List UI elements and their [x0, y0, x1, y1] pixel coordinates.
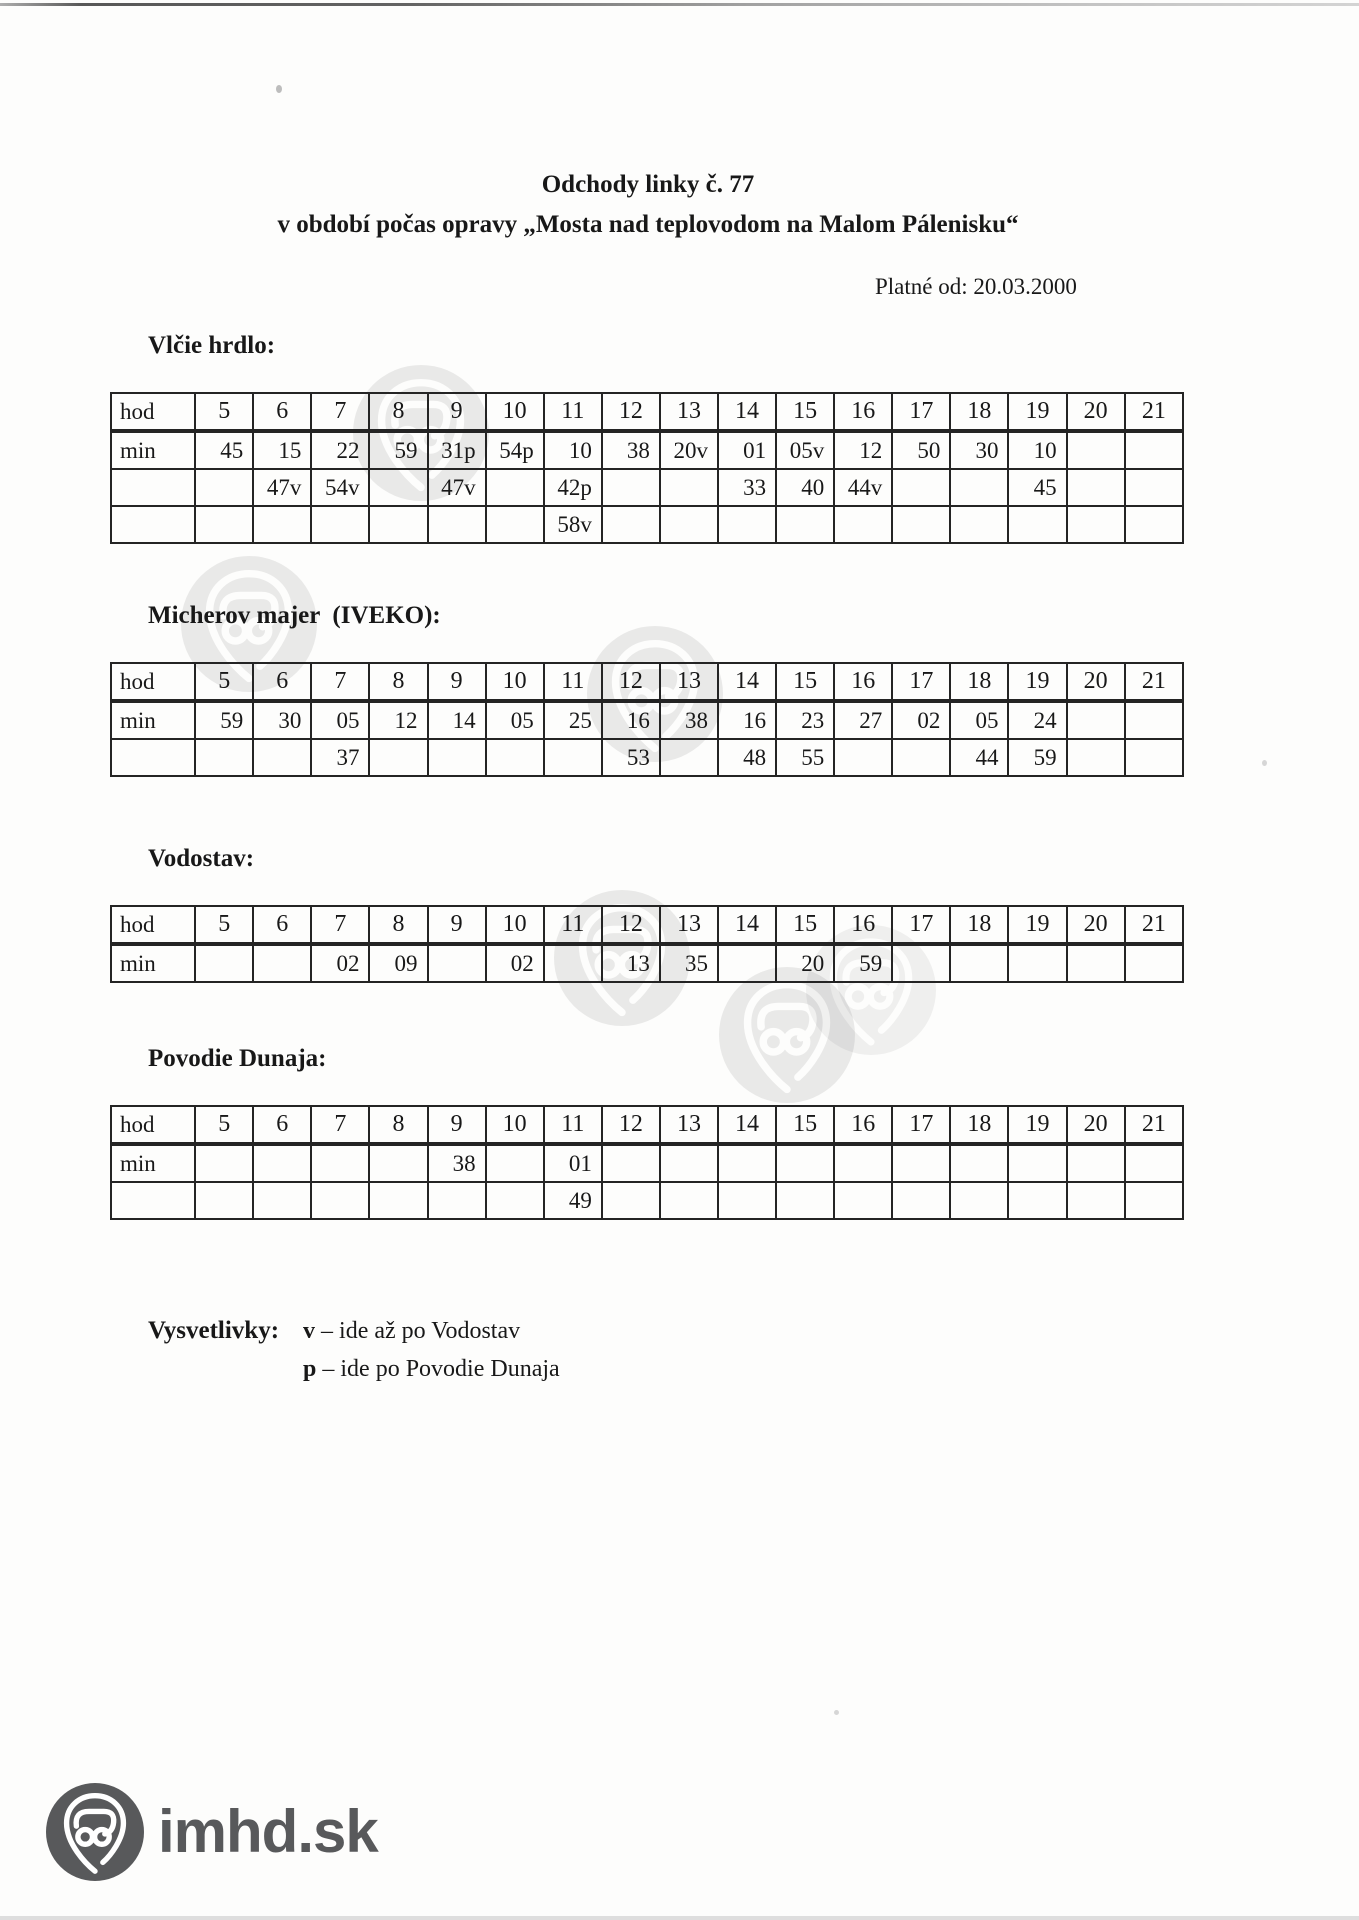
minute-cell: 10: [1008, 431, 1066, 469]
hour-cell: 7: [311, 663, 369, 701]
minute-cell: [486, 469, 544, 506]
minute-cell: [1125, 1144, 1183, 1182]
hour-row-label: hod: [111, 393, 195, 431]
minute-cell: [1008, 1144, 1066, 1182]
legend-item-v: [303, 1312, 560, 1350]
hour-cell: 10: [486, 906, 544, 944]
minute-cell: 22: [311, 431, 369, 469]
minute-row-label: min: [111, 701, 195, 739]
hour-cell: 17: [892, 663, 950, 701]
hour-cell: 20: [1067, 663, 1125, 701]
hour-cell: 14: [718, 1106, 776, 1144]
imhd-pin-bus-icon: [46, 1783, 144, 1881]
timetable: [110, 905, 1184, 983]
minute-cell: 59: [195, 701, 253, 739]
minute-cell: [1125, 431, 1183, 469]
minute-cell: 54p: [486, 431, 544, 469]
minute-cell: [1067, 469, 1125, 506]
hour-cell: 14: [718, 663, 776, 701]
minute-cell: 49: [544, 1182, 602, 1219]
legend-key: v: [303, 1318, 316, 1344]
hour-cell: 21: [1125, 906, 1183, 944]
minute-cell: 42p: [544, 469, 602, 506]
minute-cell: [1125, 469, 1183, 506]
minute-cell: [950, 1144, 1008, 1182]
hour-cell: 18: [950, 1106, 1008, 1144]
hour-cell: 7: [311, 393, 369, 431]
hour-cell: 15: [776, 906, 834, 944]
minute-cell: 24: [1008, 701, 1066, 739]
hour-cell: 9: [428, 393, 486, 431]
minute-cell: [369, 506, 427, 543]
minute-cell: [776, 506, 834, 543]
minute-cell: [660, 1182, 718, 1219]
minute-cell: [892, 944, 950, 982]
minute-cell: [195, 739, 253, 776]
minute-cell: [311, 506, 369, 543]
minute-cell: 59: [1008, 739, 1066, 776]
minute-cell: [1067, 701, 1125, 739]
hour-cell: 13: [660, 393, 718, 431]
minute-cell: [253, 944, 311, 982]
minute-cell: 44v: [834, 469, 892, 506]
hour-cell: 6: [253, 393, 311, 431]
minute-cell: 38: [660, 701, 718, 739]
hour-cell: 9: [428, 663, 486, 701]
minute-cell: 02: [486, 944, 544, 982]
hour-cell: 17: [892, 906, 950, 944]
hour-cell: 8: [369, 906, 427, 944]
minute-cell: 35: [660, 944, 718, 982]
minute-row: [111, 701, 1183, 739]
hour-cell: 10: [486, 1106, 544, 1144]
minute-cell: [369, 1144, 427, 1182]
table-heading: Vodostav:: [148, 845, 255, 872]
minute-cell: [253, 1144, 311, 1182]
minute-cell: [834, 1144, 892, 1182]
hour-cell: 9: [428, 906, 486, 944]
minute-row-label: min: [111, 431, 195, 469]
hour-cell: 19: [1008, 663, 1066, 701]
minute-cell: [195, 1144, 253, 1182]
minute-cell: [486, 739, 544, 776]
minute-cell: [660, 506, 718, 543]
minute-cell: [1125, 739, 1183, 776]
legend: [148, 1312, 560, 1388]
table-heading: Vlčie hrdlo:: [148, 332, 276, 359]
minute-cell: [776, 1182, 834, 1219]
minute-cell: [718, 1144, 776, 1182]
hour-cell: 12: [602, 663, 660, 701]
hour-cell: 11: [544, 663, 602, 701]
hour-cell: 19: [1008, 393, 1066, 431]
minute-cell: 47v: [253, 469, 311, 506]
hour-row: [111, 663, 1183, 701]
minute-cell: [950, 1182, 1008, 1219]
timetable-section: [110, 843, 1190, 983]
valid-from-date: Platné od: 20.03.2000: [875, 274, 1077, 299]
document-title: Odchody linky č. 77: [541, 171, 755, 198]
minute-cell: [950, 469, 1008, 506]
hour-row-label: hod: [111, 663, 195, 701]
hour-cell: 20: [1067, 393, 1125, 431]
minute-cell: 50: [892, 431, 950, 469]
minute-cell: 10: [544, 431, 602, 469]
hour-row: [111, 393, 1183, 431]
minute-cell: [892, 469, 950, 506]
minute-cell: 53: [602, 739, 660, 776]
minute-cell: [602, 1144, 660, 1182]
minute-cell: 05: [950, 701, 1008, 739]
hour-cell: 15: [776, 393, 834, 431]
minute-row-label: min: [111, 1144, 195, 1182]
minute-cell: 01: [718, 431, 776, 469]
minute-cell: [660, 469, 718, 506]
minute-cell: [195, 944, 253, 982]
minute-cell: [834, 1182, 892, 1219]
minute-cell: [1067, 1144, 1125, 1182]
hour-cell: 5: [195, 906, 253, 944]
minute-row-label: min: [111, 944, 195, 982]
minute-cell: [544, 739, 602, 776]
legend-items: [303, 1312, 560, 1388]
hour-cell: 20: [1067, 906, 1125, 944]
minute-cell: 05: [311, 701, 369, 739]
minute-cell: [660, 1144, 718, 1182]
minute-cell: [369, 1182, 427, 1219]
hour-cell: 18: [950, 906, 1008, 944]
table-heading: Povodie Dunaja:: [148, 1045, 327, 1072]
minute-cell: [428, 506, 486, 543]
minute-cell: 45: [1008, 469, 1066, 506]
minute-cell: [253, 739, 311, 776]
minute-row-label: [111, 739, 195, 776]
minute-cell: 27: [834, 701, 892, 739]
minute-cell: [1125, 1182, 1183, 1219]
minute-cell: 59: [369, 431, 427, 469]
minute-cell: 09: [369, 944, 427, 982]
timetable: [110, 392, 1184, 544]
minute-cell: [1125, 701, 1183, 739]
hour-cell: 20: [1067, 1106, 1125, 1144]
hour-cell: 6: [253, 1106, 311, 1144]
minute-cell: [892, 1182, 950, 1219]
minute-cell: [950, 944, 1008, 982]
minute-cell: 05: [486, 701, 544, 739]
hour-cell: 13: [660, 906, 718, 944]
hour-row: [111, 1106, 1183, 1144]
minute-cell: 13: [602, 944, 660, 982]
minute-cell: [660, 739, 718, 776]
hour-cell: 11: [544, 393, 602, 431]
minute-cell: [1067, 1182, 1125, 1219]
minute-cell: [544, 944, 602, 982]
minute-cell: 45: [195, 431, 253, 469]
minute-cell: [1125, 944, 1183, 982]
hour-cell: 16: [834, 1106, 892, 1144]
hour-cell: 12: [602, 393, 660, 431]
minute-cell: 05v: [776, 431, 834, 469]
legend-text: – ide po Povodie Dunaja: [322, 1356, 560, 1382]
hour-cell: 14: [718, 393, 776, 431]
minute-cell: 16: [718, 701, 776, 739]
minute-cell: [718, 1182, 776, 1219]
minute-cell: [834, 739, 892, 776]
legend-text: – ide až po Vodostav: [321, 1318, 521, 1344]
minute-cell: [486, 1144, 544, 1182]
hour-cell: 17: [892, 393, 950, 431]
timetable-section: [110, 1043, 1190, 1220]
minute-cell: 25: [544, 701, 602, 739]
minute-cell: [428, 739, 486, 776]
minute-cell: 16: [602, 701, 660, 739]
hour-cell: 21: [1125, 393, 1183, 431]
minute-cell: [428, 944, 486, 982]
minute-cell: 12: [369, 701, 427, 739]
minute-cell: 37: [311, 739, 369, 776]
minute-cell: 30: [253, 701, 311, 739]
minute-cell: [776, 1144, 834, 1182]
minute-cell: [718, 944, 776, 982]
minute-cell: 30: [950, 431, 1008, 469]
minute-cell: 31p: [428, 431, 486, 469]
minute-cell: 44: [950, 739, 1008, 776]
hour-cell: 8: [369, 1106, 427, 1144]
minute-cell: 12: [834, 431, 892, 469]
timetable: [110, 662, 1184, 777]
hour-cell: 8: [369, 663, 427, 701]
minute-cell: [1067, 739, 1125, 776]
hour-cell: 16: [834, 663, 892, 701]
timetable-section: [110, 600, 1190, 777]
minute-cell: [1008, 944, 1066, 982]
hour-cell: 19: [1008, 1106, 1066, 1144]
minute-cell: [195, 469, 253, 506]
minute-row: [111, 944, 1183, 982]
minute-cell: [892, 1144, 950, 1182]
minute-cell: 23: [776, 701, 834, 739]
legend-item-p: [303, 1350, 560, 1388]
hour-cell: 21: [1125, 1106, 1183, 1144]
hour-cell: 21: [1125, 663, 1183, 701]
minute-row: [111, 469, 1183, 506]
minute-cell: 47v: [428, 469, 486, 506]
minute-cell: 38: [428, 1144, 486, 1182]
hour-cell: 7: [311, 1106, 369, 1144]
hour-cell: 11: [544, 1106, 602, 1144]
document-subtitle: v období počas opravy „Mosta nad teplovodom na Malom Pálenisku“: [277, 211, 1019, 238]
minute-cell: [950, 506, 1008, 543]
minute-cell: [1008, 1182, 1066, 1219]
hour-cell: 17: [892, 1106, 950, 1144]
hour-cell: 13: [660, 663, 718, 701]
minute-cell: [253, 506, 311, 543]
minute-cell: [369, 739, 427, 776]
hour-row: [111, 906, 1183, 944]
hour-cell: 5: [195, 663, 253, 701]
minute-cell: [1067, 506, 1125, 543]
hour-cell: 7: [311, 906, 369, 944]
minute-cell: [486, 506, 544, 543]
minute-cell: [1125, 506, 1183, 543]
minute-cell: 20v: [660, 431, 718, 469]
hour-cell: 19: [1008, 906, 1066, 944]
hour-cell: 5: [195, 393, 253, 431]
legend-label: Vysvetlivky:: [148, 1317, 280, 1344]
hour-cell: 6: [253, 663, 311, 701]
minute-cell: [602, 469, 660, 506]
hour-row-label: hod: [111, 906, 195, 944]
hour-cell: 16: [834, 393, 892, 431]
minute-cell: [602, 1182, 660, 1219]
minute-cell: [195, 506, 253, 543]
minute-cell: 20: [776, 944, 834, 982]
hour-cell: 15: [776, 663, 834, 701]
hour-cell: 18: [950, 663, 1008, 701]
minute-cell: [892, 739, 950, 776]
minute-cell: [311, 1144, 369, 1182]
hour-cell: 18: [950, 393, 1008, 431]
hour-cell: 5: [195, 1106, 253, 1144]
minute-cell: [253, 1182, 311, 1219]
hour-cell: 13: [660, 1106, 718, 1144]
timetable-section: [110, 330, 1190, 544]
minute-row-label: [111, 469, 195, 506]
hour-cell: 12: [602, 1106, 660, 1144]
minute-cell: 01: [544, 1144, 602, 1182]
minute-row: [111, 431, 1183, 469]
hour-cell: 15: [776, 1106, 834, 1144]
hour-cell: 10: [486, 393, 544, 431]
minute-cell: [1008, 506, 1066, 543]
minute-row: [111, 1144, 1183, 1182]
minute-cell: 02: [311, 944, 369, 982]
hour-cell: 12: [602, 906, 660, 944]
hour-row-label: hod: [111, 1106, 195, 1144]
document-title-block: [0, 165, 1296, 245]
hour-cell: 11: [544, 906, 602, 944]
minute-cell: [311, 1182, 369, 1219]
legend-key: p: [303, 1356, 317, 1382]
table-heading: Micherov majer (IVEKO):: [148, 602, 441, 629]
minute-cell: [486, 1182, 544, 1219]
minute-cell: 14: [428, 701, 486, 739]
minute-cell: 55: [776, 739, 834, 776]
minute-cell: [1067, 431, 1125, 469]
minute-row: [111, 506, 1183, 543]
minute-row-label: [111, 506, 195, 543]
minute-row-label: [111, 1182, 195, 1219]
minute-cell: 38: [602, 431, 660, 469]
hour-cell: 10: [486, 663, 544, 701]
hour-cell: 8: [369, 393, 427, 431]
minute-cell: 40: [776, 469, 834, 506]
minute-cell: [602, 506, 660, 543]
minute-cell: 58v: [544, 506, 602, 543]
minute-cell: [892, 506, 950, 543]
minute-cell: [369, 469, 427, 506]
minute-cell: [834, 506, 892, 543]
minute-cell: 54v: [311, 469, 369, 506]
hour-cell: 16: [834, 906, 892, 944]
minute-cell: [195, 1182, 253, 1219]
minute-cell: 48: [718, 739, 776, 776]
imhd-logo: [46, 1783, 378, 1881]
minute-cell: 15: [253, 431, 311, 469]
minute-cell: 02: [892, 701, 950, 739]
minute-cell: [1067, 944, 1125, 982]
timetable: [110, 1105, 1184, 1220]
minute-row: [111, 1182, 1183, 1219]
minute-cell: 33: [718, 469, 776, 506]
minute-row: [111, 739, 1183, 776]
minute-cell: [718, 506, 776, 543]
minute-cell: [428, 1182, 486, 1219]
minute-cell: 59: [834, 944, 892, 982]
hour-cell: 6: [253, 906, 311, 944]
hour-cell: 14: [718, 906, 776, 944]
imhd-logo-text: imhd.sk: [158, 1798, 378, 1865]
hour-cell: 9: [428, 1106, 486, 1144]
